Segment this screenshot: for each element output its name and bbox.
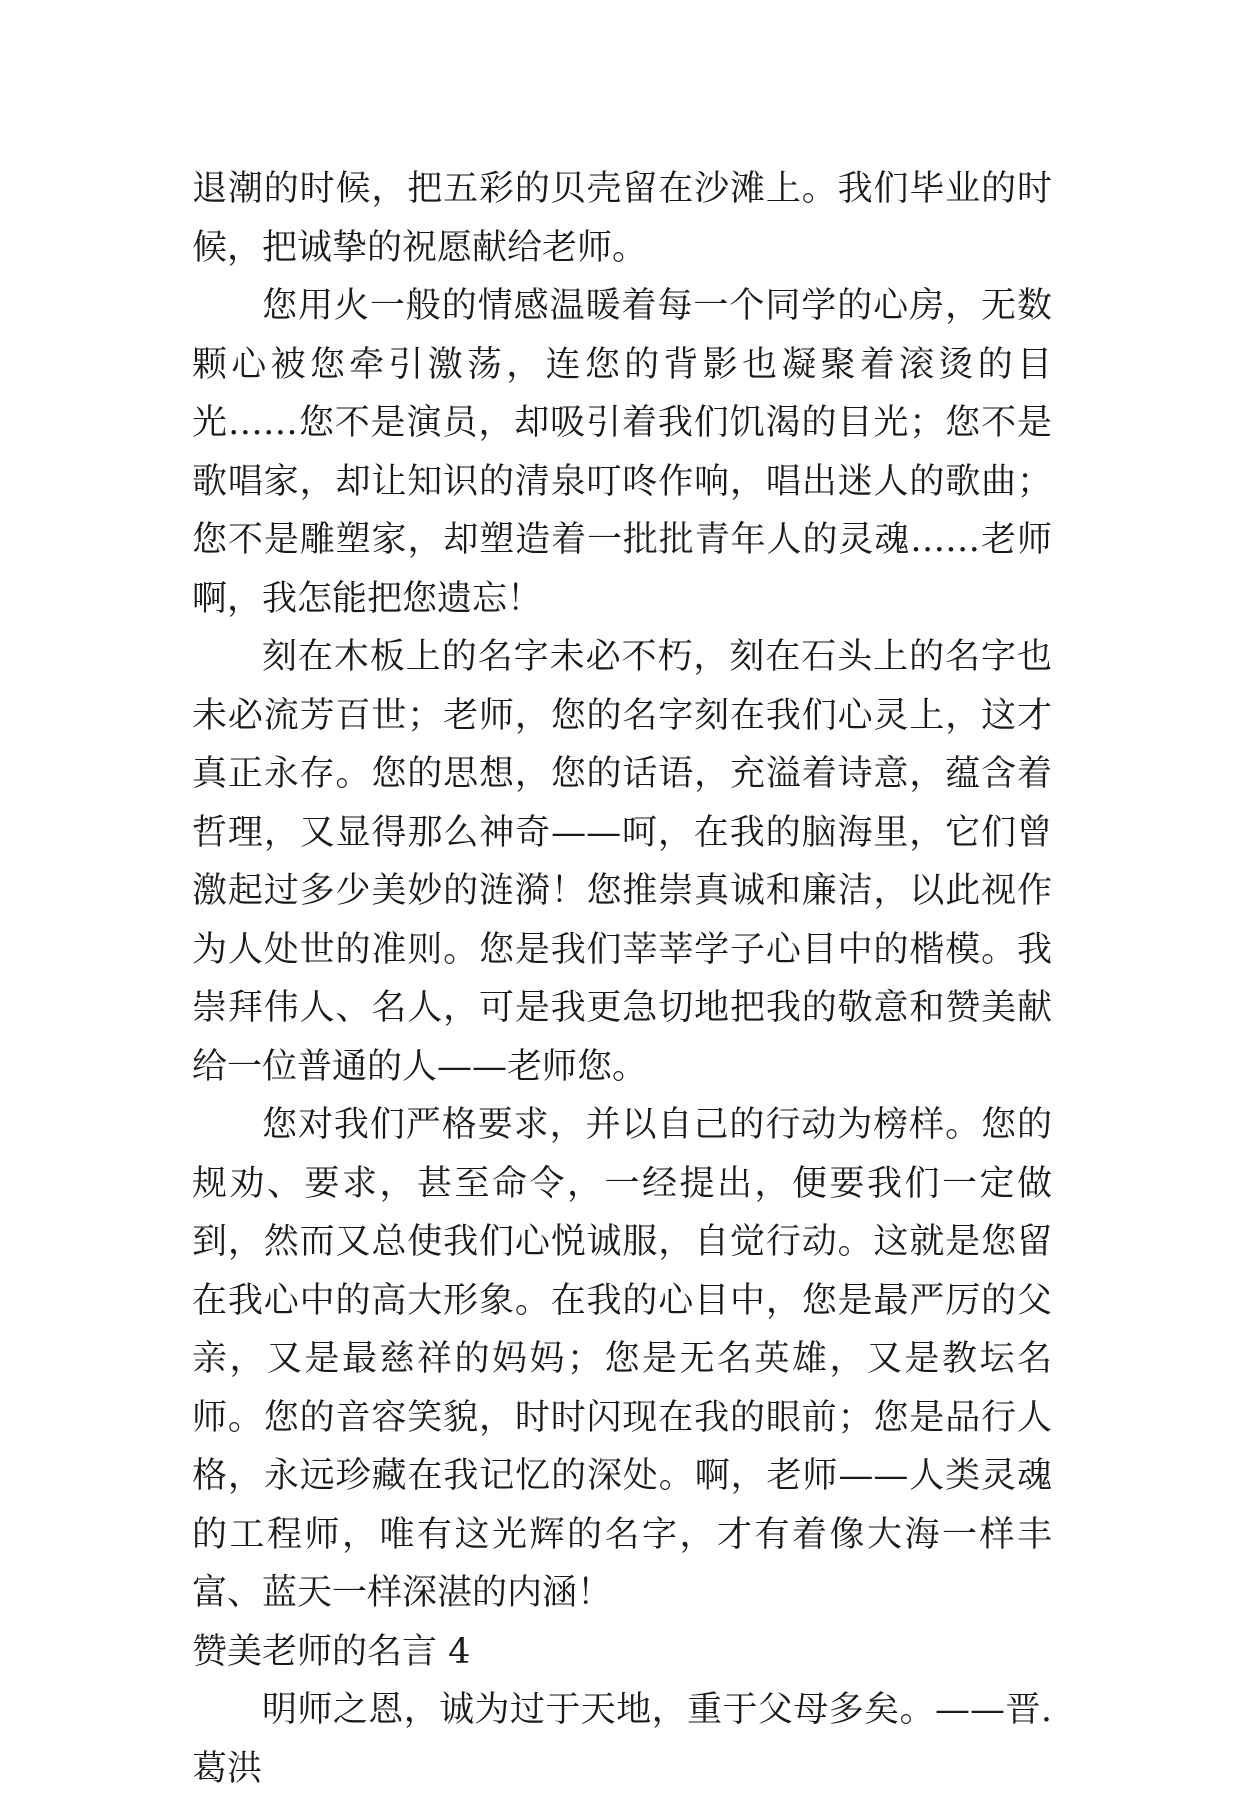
section-heading: 赞美老师的名言 4	[192, 1631, 471, 1672]
paragraph-1: 退潮的时候，把五彩的贝壳留在沙滩上。我们毕业的时候，把诚挚的祝愿献给老师。	[192, 169, 1052, 268]
quote-paragraph: 明师之恩，诚为过于天地，重于父母多矣。——晋.葛洪	[192, 1690, 1052, 1789]
paragraph-4: 您对我们严格要求，并以自己的行动为榜样。您的规劝、要求，甚至命令，一经提出，便要我们一定做到，然而又总使我们心悦诚服，自觉行动。这就是您留在我心中的高大形象。在我的心目中，您是最严厉的父亲，又是最慈祥的妈妈；您是无名英雄，又是教坛名师。您的音容笑貌，时时闪现在我的眼前；您是品行人格，永远珍藏在我记忆的深处。啊，老师——人类灵魂的工程师，唯有这光辉的名字，才有着像大海一样丰富、蓝天一样深湛的内涵！	[192, 1105, 1052, 1613]
paragraph-3: 刻在木板上的名字未必不朽，刻在石头上的名字也未必流芳百世；老师，您的名字刻在我们心灵上，这才真正永存。您的思想，您的话语，充溢着诗意，蕴含着哲理，又显得那么神奇——呵，在我的脑海里，它们曾激起过多少美妙的涟漪！您推崇真诚和廉洁，以此视作为人处世的准则。您是我们莘莘学子心目中的楷模。我崇拜伟人、名人，可是我更急切地把我的敬意和赞美献给一位普通的人——老师您。	[192, 637, 1052, 1087]
document-body	[192, 160, 1052, 1798]
paragraph-2: 您用火一般的情感温暖着每一个同学的心房，无数颗心被您牵引激荡，连您的背影也凝聚着滚烫的目光……您不是演员，却吸引着我们饥渴的目光；您不是歌唱家，却让知识的清泉叮咚作响，唱出迷人的歌曲；您不是雕塑家，却塑造着一批批青年人的灵魂……老师啊，我怎能把您遗忘！	[192, 286, 1052, 619]
